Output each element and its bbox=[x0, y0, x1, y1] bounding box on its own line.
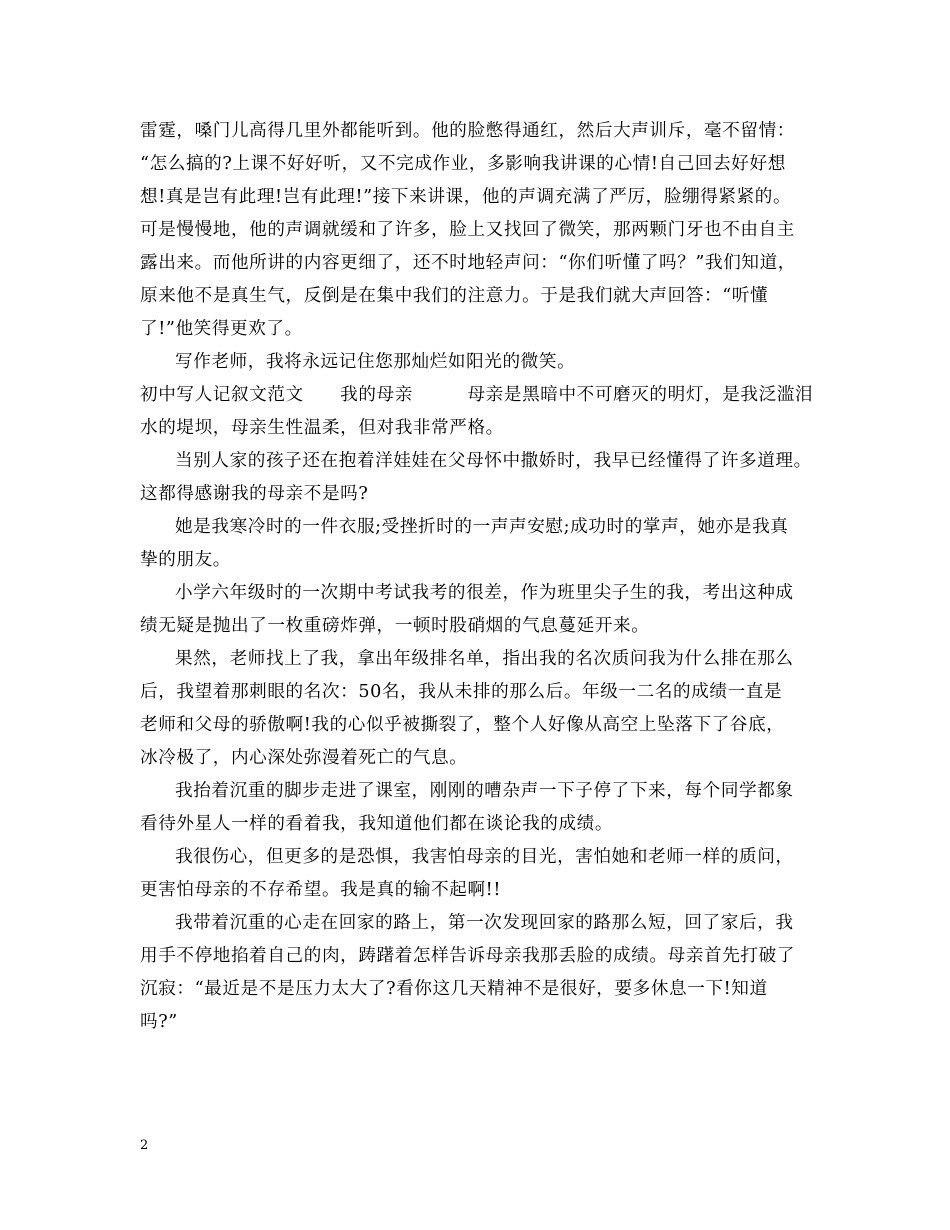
text-line: 想!真是岂有此理!岂有此理!”接下来讲课，他的声调充满了严厉，脸绷得紧紧的。 bbox=[140, 187, 792, 207]
text-line: 这都得感谢我的母亲不是吗? bbox=[140, 484, 369, 504]
page-number: 2 bbox=[140, 1138, 149, 1153]
text-line: 后，我望着那刺眼的名次：50名，我从未排的那么后。年级一二名的成绩一直是 bbox=[140, 682, 783, 702]
text-line: 小学六年级时的一次期中考试我考的很差，作为班里尖子生的我，考出这种成 bbox=[175, 583, 794, 603]
text-line: 吗?” bbox=[140, 1012, 178, 1032]
document-body bbox=[140, 115, 820, 1039]
text-line: 看待外星人一样的看着我，我知道他们都在谈论我的成绩。 bbox=[140, 814, 614, 834]
text-line: 她是我寒冷时的一件衣服;受挫折时的一声声安慰;成功时的掌声，她亦是我真 bbox=[175, 517, 789, 537]
text-line: 果然，老师找上了我，拿出年级排名单，指出我的名次质问我为什么排在那么 bbox=[175, 649, 794, 669]
text-line: 可是慢慢地，他的声调就缓和了许多，脸上又找回了微笑，那两颗门牙也不由自主 bbox=[140, 220, 795, 240]
text-line: 更害怕母亲的不存希望。我是真的输不起啊!! bbox=[140, 880, 502, 900]
text-line: 当别人家的孩子还在抱着洋娃娃在父母怀中撒娇时，我早已经懂得了许多道理。 bbox=[175, 451, 812, 471]
text-line: 冰冷极了，内心深处弥漫着死亡的气息。 bbox=[140, 748, 468, 768]
text-line: 雷霆，嗓门儿高得几里外都能听到。他的脸憋得通红，然后大声训斥，毫不留情： bbox=[140, 121, 795, 141]
text-line: 水的堤坝，母亲生性温柔，但对我非常严格。 bbox=[140, 418, 504, 438]
text-line: 我带着沉重的心走在回家的路上，第一次发现回家的路那么短，回了家后，我 bbox=[175, 913, 794, 933]
text-line: 挚的朋友。 bbox=[140, 550, 231, 570]
text-line: 了!”他笑得更欢了。 bbox=[140, 319, 303, 339]
text-line: “怎么搞的?上课不好好听，又不完成作业，多影响我讲课的心情!自己回去好好想 bbox=[140, 154, 786, 174]
text-line: 我很伤心，但更多的是恐惧，我害怕母亲的目光，害怕她和老师一样的质问， bbox=[175, 847, 794, 867]
text-line: 用手不停地掐着自己的肉，踌躇着怎样告诉母亲我那丢脸的成绩。母亲首先打破了 bbox=[140, 946, 795, 966]
text-line: 绩无疑是抛出了一枚重磅炸弹，一顿时股硝烟的气息蔓延开来。 bbox=[140, 616, 650, 636]
text-line: 老师和父母的骄傲啊!我的心似乎被撕裂了，整个人好像从高空上坠落下了谷底， bbox=[140, 715, 785, 735]
text-line: 我抬着沉重的脚步走进了课室，刚刚的嘈杂声一下子停了下来，每个同学都象 bbox=[175, 781, 794, 801]
text-line: 露出来。而他所讲的内容更细了，还不时地轻声问：“你们听懂了吗？”我们知道， bbox=[140, 253, 796, 273]
text-line: 原来他不是真生气，反倒是在集中我们的注意力。于是我们就大声回答：“听懂 bbox=[140, 286, 769, 306]
text-line: 写作老师，我将永远记住您那灿烂如阳光的微笑。 bbox=[175, 352, 576, 372]
text-line: 初中写人记叙文范文 我的母亲 母亲是黑暗中不可磨灭的明灯，是我泛滥泪 bbox=[140, 385, 814, 405]
text-line: 沉寂：“最近是不是压力太大了?看你这几天精神不是很好，要多休息一下!知道 bbox=[140, 979, 768, 999]
